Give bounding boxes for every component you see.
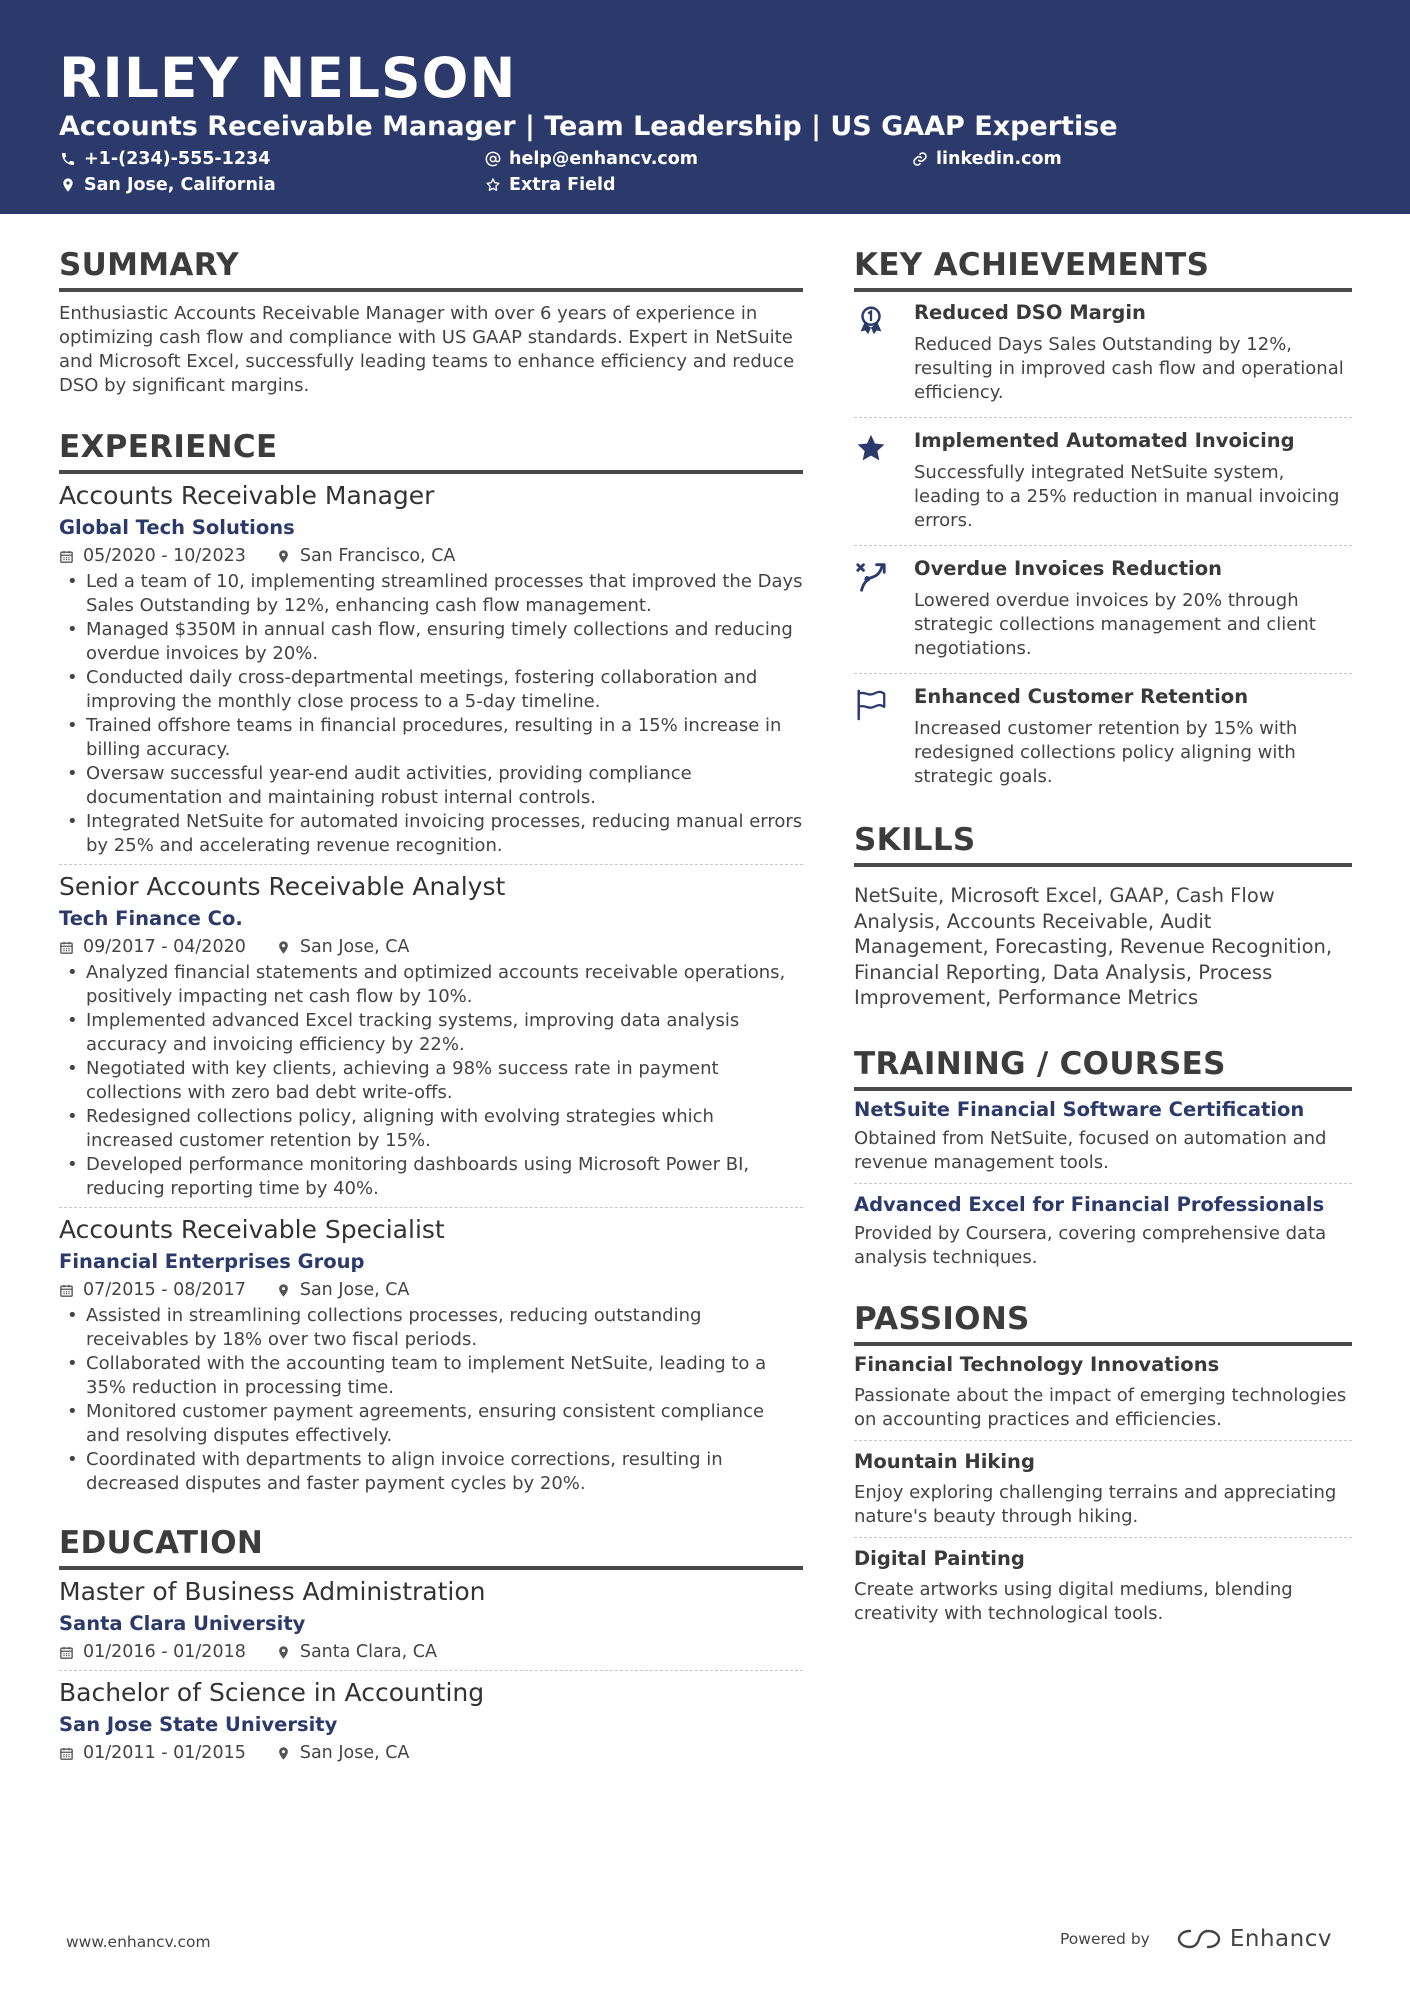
school-name: Santa Clara University <box>59 1612 306 1635</box>
bullet-list <box>59 1304 803 1496</box>
passion-title: Financial Technology Innovations <box>854 1352 1220 1376</box>
footer-website[interactable]: www.enhancv.com <box>66 1933 211 1951</box>
passion-item <box>854 1449 1352 1529</box>
location <box>276 544 456 568</box>
course-desc: Obtained from NetSuite, focused on automation and revenue management tools. <box>854 1127 1327 1173</box>
contact-linkedin[interactable] <box>912 148 1062 170</box>
date-location-row <box>59 544 803 568</box>
entry-divider <box>854 1183 1352 1184</box>
job-title: Senior Accounts Receivable Analyst <box>59 872 506 901</box>
enhancv-logo[interactable] <box>1176 1926 1332 1952</box>
bullet-item: • Developed performance monitoring dashboards using Microsoft Power BI, reducing reporting time by 40%. <box>59 1153 803 1201</box>
date-location-row <box>59 1640 803 1664</box>
achievement-desc: Increased customer retention by 15% with redesigned collections policy aligning with strategic goals. <box>914 718 1298 787</box>
award-medal-icon <box>854 304 888 338</box>
achievement-title: Reduced DSO Margin <box>914 301 1146 324</box>
passion-title: Mountain Hiking <box>854 1449 1035 1473</box>
date-range: 05/2020 - 10/2023 <box>83 546 246 566</box>
education-entry <box>59 1677 803 1765</box>
entry-divider <box>59 864 803 865</box>
achievements-section <box>854 246 1352 795</box>
section-divider <box>59 1566 803 1570</box>
achievement-desc: Lowered overdue invoices by 20% through strategic collections management and client negotiations. <box>914 590 1316 659</box>
at-sign-icon <box>485 151 501 167</box>
bullet-item: • Monitored customer payment agreements, ensuring consistent compliance and resolving disputes effectively. <box>59 1400 803 1448</box>
location-text: San Jose, CA <box>299 937 410 957</box>
degree-title: Master of Business Administration <box>59 1577 486 1606</box>
location <box>276 1640 437 1664</box>
date-location-row <box>59 935 803 959</box>
location-pin-icon <box>276 1746 291 1761</box>
brand-name: Enhancv <box>1229 1926 1332 1952</box>
date-location-row <box>59 1278 803 1302</box>
summary-section <box>59 246 803 398</box>
achievement-item <box>854 548 1352 667</box>
date-range: 07/2015 - 08/2017 <box>83 1280 246 1300</box>
location <box>276 1278 410 1302</box>
company-name: Financial Enterprises Group <box>59 1250 365 1273</box>
bullet-item: • Assisted in streamlining collections processes, reducing outstanding receivables by 18% over two fiscal periods. <box>59 1304 803 1352</box>
course-title: NetSuite Financial Software Certification <box>854 1097 1305 1121</box>
section-divider <box>59 288 803 292</box>
location-pin-icon <box>276 940 291 955</box>
school-name: San Jose State University <box>59 1713 338 1736</box>
section-divider <box>59 470 803 474</box>
bullet-item: • Coordinated with departments to align invoice corrections, resulting in decreased disputes and faster payment cycles by 20%. <box>59 1448 803 1496</box>
date-location-row <box>59 1741 803 1765</box>
location-pin-icon <box>276 549 291 564</box>
bullet-item: • Collaborated with the accounting team to implement NetSuite, leading to a 35% reduction in processing time. <box>59 1352 803 1400</box>
education-entry <box>59 1576 803 1664</box>
entry-divider <box>854 1537 1352 1538</box>
contact-extra <box>485 174 616 196</box>
date-range: 01/2016 - 01/2018 <box>83 1642 246 1662</box>
section-title: SUMMARY <box>59 247 239 283</box>
entry-divider <box>59 1670 803 1671</box>
section-title: EDUCATION <box>59 1525 264 1561</box>
candidate-headline: Accounts Receivable Manager | Team Leadership | US GAAP Expertise <box>59 111 1118 142</box>
entry-divider <box>854 545 1352 546</box>
achievement-desc: Reduced Days Sales Outstanding by 12%, resulting in improved cash flow and operational efficiency. <box>914 334 1344 403</box>
section-title: EXPERIENCE <box>59 429 278 465</box>
contact-phone[interactable] <box>60 148 270 170</box>
entry-divider <box>854 417 1352 418</box>
calendar-icon <box>59 940 74 955</box>
star-outline-icon <box>485 177 501 193</box>
bullet-item: • Conducted daily cross-departmental meetings, fostering collaboration and improving the monthly close process to a 5-day timeline. <box>59 666 803 714</box>
entry-divider <box>854 673 1352 674</box>
date-range: 01/2011 - 01/2015 <box>83 1743 246 1763</box>
left-column <box>59 246 803 1765</box>
section-title: KEY ACHIEVEMENTS <box>854 247 1210 283</box>
entry-divider <box>854 1440 1352 1441</box>
training-section <box>854 1045 1352 1270</box>
star-icon <box>854 432 888 466</box>
bullet-item: • Oversaw successful year-end audit activities, providing compliance documentation and maintaining robust internal controls. <box>59 762 803 810</box>
bullet-item: • Redesigned collections policy, aligning with evolving strategies which increased customer retention by 15%. <box>59 1105 803 1153</box>
achievement-title: Enhanced Customer Retention <box>914 685 1249 708</box>
summary-text: Enthusiastic Accounts Receivable Manager with over 6 years of experience in optimizing cash flow and compliance with US GAAP standards. Expert in NetSuite and Microsoft Excel, successfully leading teams to enhance efficiency and reduce DSO by significant margins. <box>59 303 795 396</box>
passion-item <box>854 1546 1352 1626</box>
bullet-item: • Implemented advanced Excel tracking systems, improving data analysis accuracy and invoicing efficiency by 22%. <box>59 1009 803 1057</box>
location-text: San Francisco, CA <box>299 546 456 566</box>
calendar-icon <box>59 1645 74 1660</box>
experience-entry <box>59 871 803 1201</box>
bullet-list <box>59 961 803 1201</box>
company-name: Global Tech Solutions <box>59 516 295 539</box>
right-column <box>854 246 1352 1626</box>
location-text: San Jose, CA <box>299 1743 410 1763</box>
resume-header <box>0 0 1410 214</box>
achievement-icon <box>854 428 894 533</box>
bullet-list <box>59 570 803 858</box>
passion-desc: Create artworks using digital mediums, blending creativity with technological tools. <box>854 1578 1293 1624</box>
achievement-desc: Successfully integrated NetSuite system, leading to a 25% reduction in manual invoicing errors. <box>914 462 1340 531</box>
bullet-item: • Negotiated with key clients, achieving a 98% success rate in payment collections with zero bad debt write-offs. <box>59 1057 803 1105</box>
contact-email[interactable] <box>485 148 698 170</box>
phone-icon <box>60 151 76 167</box>
degree-title: Bachelor of Science in Accounting <box>59 1678 485 1707</box>
location-pin-icon <box>276 1283 291 1298</box>
footer-branding <box>1060 1926 1332 1952</box>
location-pin-icon <box>60 177 76 193</box>
skills-text: NetSuite, Microsoft Excel, GAAP, Cash Flow Analysis, Accounts Receivable, Audit Management, Forecasting, Revenue Recognition, Financial Reporting, Data Analysis, Process Improvement, Performance Metrics <box>854 884 1333 1009</box>
education-list <box>59 1576 803 1765</box>
job-title: Accounts Receivable Specialist <box>59 1215 445 1244</box>
section-title: PASSIONS <box>854 1300 1030 1337</box>
passion-item <box>854 1352 1352 1432</box>
location-text: Santa Clara, CA <box>299 1642 437 1662</box>
passion-desc: Passionate about the impact of emerging technologies on accounting practices and efficiencies. <box>854 1384 1347 1430</box>
skills-section <box>854 821 1352 1011</box>
passions-section <box>854 1300 1352 1626</box>
location <box>276 1741 410 1765</box>
course-title: Advanced Excel for Financial Professionals <box>854 1192 1325 1216</box>
bullet-item: • Managed $350M in annual cash flow, ensuring timely collections and reducing overdue invoices by 20%. <box>59 618 803 666</box>
passion-desc: Enjoy exploring challenging terrains and appreciating nature's beauty through hiking. <box>854 1481 1337 1527</box>
enhancv-logo-icon <box>1176 1927 1222 1951</box>
location-pin-icon <box>276 1645 291 1660</box>
extra-field-text: Extra Field <box>509 175 616 195</box>
powered-by-text: Powered by <box>1060 1930 1150 1948</box>
flag-icon <box>854 688 888 722</box>
experience-entry <box>59 1214 803 1496</box>
experience-list <box>59 480 803 1496</box>
calendar-icon <box>59 1283 74 1298</box>
date-range: 09/2017 - 04/2020 <box>83 937 246 957</box>
achievement-title: Implemented Automated Invoicing <box>914 429 1295 452</box>
contact-location <box>60 174 276 196</box>
calendar-icon <box>59 549 74 564</box>
calendar-icon <box>59 1746 74 1761</box>
bullet-item: • Integrated NetSuite for automated invoicing processes, reducing manual errors by 25% and accelerating revenue recognition. <box>59 810 803 858</box>
education-section <box>59 1524 803 1765</box>
achievement-item <box>854 420 1352 539</box>
phone-text: +1-(234)-555-1234 <box>84 149 271 169</box>
entry-divider <box>59 1207 803 1208</box>
experience-section <box>59 428 803 1496</box>
location <box>276 935 410 959</box>
linkedin-text: linkedin.com <box>936 149 1062 169</box>
achievement-item <box>854 676 1352 795</box>
strategy-arrow-icon <box>854 560 888 594</box>
section-title: SKILLS <box>854 822 976 858</box>
link-icon <box>912 151 928 167</box>
course-item <box>854 1097 1352 1175</box>
section-divider <box>854 1087 1352 1091</box>
bullet-item: • Trained offshore teams in financial procedures, resulting in a 15% increase in billing accuracy. <box>59 714 803 762</box>
achievement-icon <box>854 300 894 405</box>
section-divider <box>854 863 1352 867</box>
bullet-item: • Analyzed financial statements and optimized accounts receivable operations, positively impacting net cash flow by 10%. <box>59 961 803 1009</box>
bullet-item: • Led a team of 10, implementing streamlined processes that improved the Days Sales Outstanding by 12%, enhancing cash flow management. <box>59 570 803 618</box>
company-name: Tech Finance Co. <box>59 907 243 930</box>
course-desc: Provided by Coursera, covering comprehensive data analysis techniques. <box>854 1222 1327 1268</box>
email-text: help@enhancv.com <box>509 149 699 169</box>
section-divider <box>854 1342 1352 1346</box>
achievement-icon <box>854 684 894 789</box>
experience-entry <box>59 480 803 858</box>
job-title: Accounts Receivable Manager <box>59 481 435 510</box>
achievement-item <box>854 292 1352 411</box>
achievement-icon <box>854 556 894 661</box>
training-list <box>854 1097 1352 1270</box>
candidate-name: RILEY NELSON <box>59 46 517 110</box>
location-text: San Jose, California <box>84 175 276 195</box>
passion-title: Digital Painting <box>854 1546 1025 1570</box>
course-item <box>854 1192 1352 1270</box>
section-title: TRAINING / COURSES <box>854 1045 1226 1082</box>
location-text: San Jose, CA <box>299 1280 410 1300</box>
passions-list <box>854 1352 1352 1626</box>
achievements-list <box>854 292 1352 795</box>
achievement-title: Overdue Invoices Reduction <box>914 557 1223 580</box>
